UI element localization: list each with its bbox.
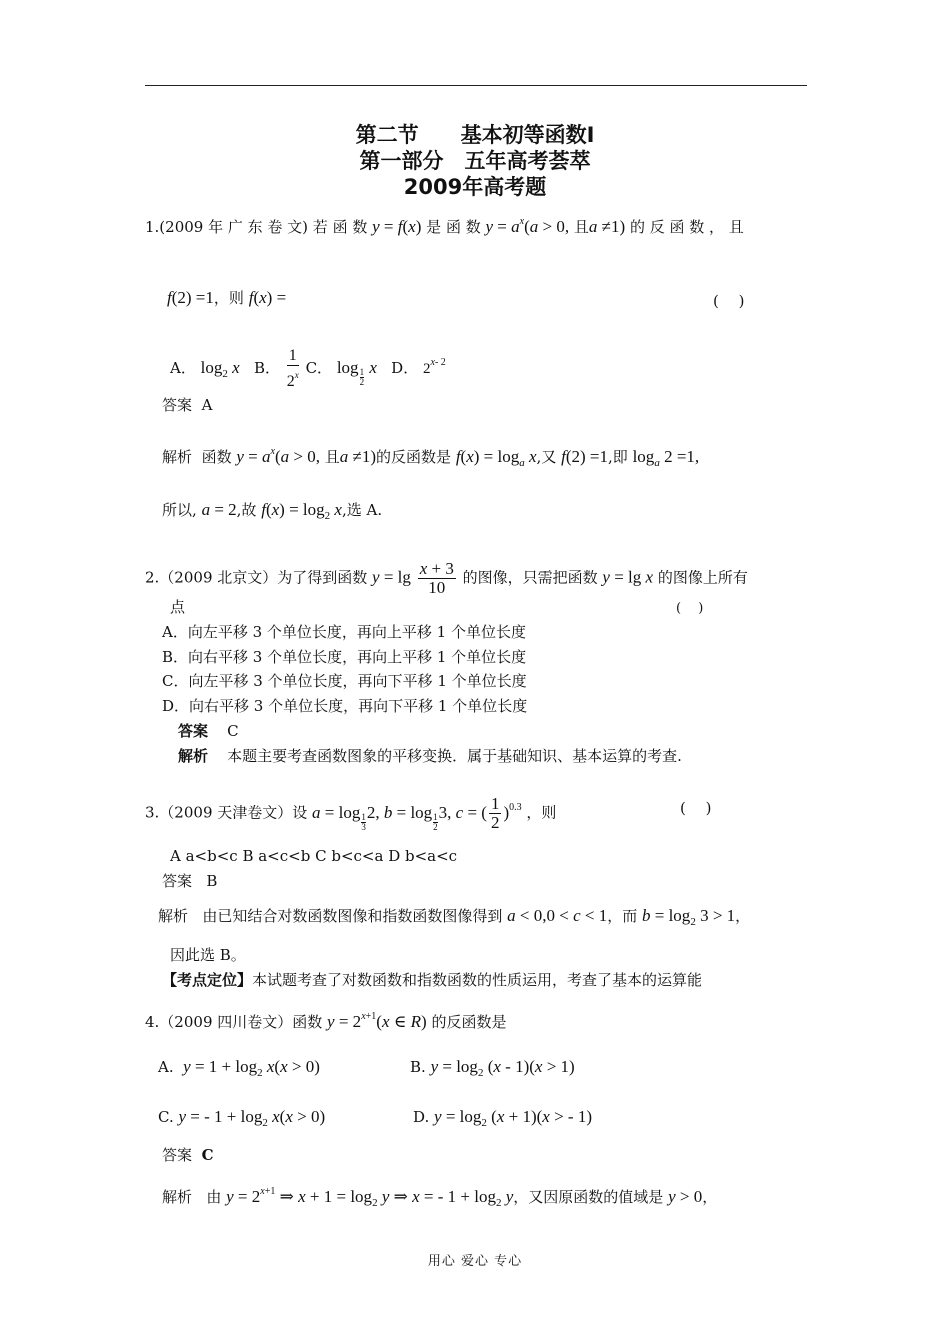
q4-choice-d: D. $y = \log_2 (x + 1)(x$ > - 1) (413, 1107, 593, 1129)
q3-analysis-line2: 因此选 B。 (170, 946, 246, 964)
q1-given: f(2) =1，则 f(x) = (167, 288, 287, 307)
q2-option-c: C．向左平移 3 个单位长度，再向下平移 1 个单位长度 (162, 672, 527, 690)
q2-stem: 2.（2009 北京文）为了得到函数 y = lg $\frac{x + 3}{10}$ 的图像，只需把函数 y = lg x 的图像上所有 (145, 559, 748, 597)
q1-answer-blank: ( ) (713, 292, 745, 310)
header-rule (145, 85, 807, 86)
q2-option-b: B．向右平移 3 个单位长度，再向上平移 1 个单位长度 (162, 648, 527, 666)
q3-stem: 3.（2009 天津卷文）设 a = log $\frac{1}{3}2$, b = log $\frac{1}{2}3$, c = ( $\frac{1}{2}$ )$^{0.3}$ ，则 (145, 794, 557, 832)
q1-analysis: 解析 函数 $y = a^x(a > 0$, 且a ≠1)的反函数是 $f(x) = \log_a x$,又 f(2) =1,即 $\log_a 2 =1$, (162, 446, 700, 469)
part-title: 第一部分 五年高考荟萃 (359, 149, 591, 173)
q3-answer: 答案 B (162, 872, 218, 890)
q4-choice-a: A. $y = 1 + \log_2 x(x > 0)$ (158, 1057, 320, 1079)
page-footer: 用心 爱心 专心 (427, 1254, 523, 1269)
q1-choices: A． $\log_2 x$ B． $\frac{1}{2^x}$ C． log $\frac{1}{2}$ x D． 2$^{x- 2}$ (170, 347, 446, 390)
q2-option-a: A．向左平移 3 个单位长度，再向上平移 1 个单位长度 (162, 623, 526, 641)
q2-answer-blank: ( ) (676, 601, 704, 616)
q1-stem: 1.(2009 年 广 东 卷 文) 若 函 数 y = f(x) 是 函 数 $y = a^x(a > 0$, 且a ≠1) 的 反 函 数 ， 且 (145, 216, 744, 236)
q1-analysis-line2: 所以, a = 2,故 $f(x) = \log_2 x$,选 A. (162, 500, 383, 522)
q3-answer-blank: ( ) (680, 799, 712, 817)
q4-choice-b: B. $y = \log_2 (x - 1)(x > 1)$ (410, 1057, 575, 1079)
section-title: 第二节 基本初等函数Ⅰ (355, 123, 595, 147)
q2-analysis: 解析 本题主要考查函数图象的平移变换．属于基础知识、基本运算的考查. (178, 747, 682, 765)
q4-choice-c: C. y = - $1 + \log_2 x(x > 0)$ (158, 1107, 326, 1129)
q2-stem-cont: 点 (170, 598, 186, 616)
q3-options: A a<b<c B a<c<b C b<c<a D b<a<c (170, 847, 458, 865)
q4-stem: 4.（2009 四川卷文）函数 $y = 2^{x+1}(x$ ∈ R) 的反函数是 (145, 1011, 507, 1031)
q2-answer: 答案 C (178, 722, 239, 740)
year-title: 2009年高考题 (403, 175, 547, 199)
q4-answer: 答案 C (162, 1146, 214, 1164)
q2-option-d: D．向右平移 3 个单位长度，再向下平移 1 个单位长度 (162, 697, 528, 715)
q3-kaodian: 【考点定位】本试题考查了对数函数和指数函数的性质运用，考查了基本的运算能 (162, 971, 703, 989)
q3-analysis: 解析 由已知结合对数函数图像和指数函数图像得到 a < 0,0 < c < 1，而 $b = \log_2 3 > 1$， (158, 906, 751, 928)
q1-answer: 答案 A (162, 396, 213, 414)
q4-analysis: 解析 由 $y = 2^{x+1}$ ⇒ $x + 1 = \log_2 y$ ⇒ x = - $1 + \log_2 y$，又因原函数的值域是 y > 0， (162, 1186, 718, 1209)
